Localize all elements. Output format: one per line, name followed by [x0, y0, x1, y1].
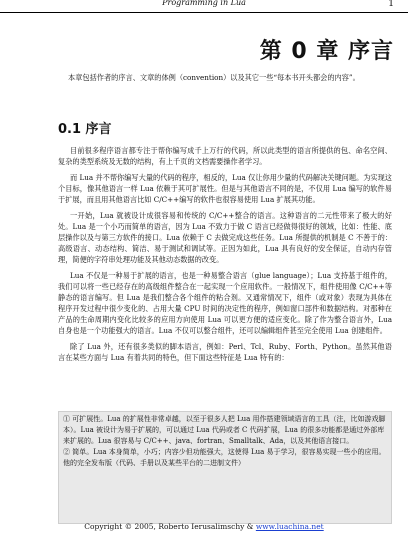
copyright-text: Copyright © 2005, Roberto Ierusalimschy & [84, 522, 256, 531]
paragraph-5: 除了 Lua 外，还有很多类似的脚本语言，例如：Perl、Tcl、Ruby、Forth、Python。虽然其他语言在某些方面与 Lua 有着共同的特色，但下面这些特征是 Lua 特有的： [58, 342, 392, 362]
paragraph-1: 目前很多程序语言都专注于帮你编写成千上万行的代码，所以此类型的语言所提供的包、命名空间、复杂的类型系统及无数的结构，有上千页的文档需要操作者学习。 [58, 146, 392, 166]
paragraph-4: Lua 不仅是一种易于扩展的语言，也是一种易整合语言（glue language）；Lua 支持基于组件的，我们可以将一些已经存在的高级组件整合在一起实现一个应用软件。一般情况下，组件使用像 C/C++等静态的语言编写。但 Lua 是我们整合各个组件的粘合剂。又通常情况下，组件（或对象）表现为具体在程序开发过程中很少变化的、占用大量 CPU 时间的决定性的程序，例如窗口部件和数据结构。对那种在产品的生命周期内变化比较多的应用方向使用 Lua 可以更方便的适应变化。除了作为整合语言外，Lua 自身也是一个功能强大的语言。Lua 不仅可以整合组件，还可以编辑组件甚至完全使用 Lua 创建组件。 [58, 271, 392, 335]
page-number: 1 [388, 0, 394, 9]
chapter-title: 第 0 章 序言 [259, 39, 394, 64]
feature-extensibility: ① 可扩展性。Lua 的扩展性非常卓越，以至于很多人把 Lua 用作搭建领域语言的工具（注，比如游戏脚本）。Lua 被设计为易于扩展的，可以通过 Lua 代码或者 C 代码扩展，Lua 的很多功能都是通过外部库来扩展的。Lua 很容易与 C/C++、java、fortran、Smalltalk、Ada，以及其他语言接口。 [63, 415, 386, 445]
chapter-intro: 本章包括作者的序言、文章的体例（convention）以及其它一些“每本书开头都会的内容”。 [68, 73, 360, 82]
paragraph-2: 而 Lua 并不帮你编写大量的代码的程序，相反的，Lua 仅让你用少量的代码解决关键问题。为实现这个目标，像其他语言一样 Lua 依赖于其可扩展性。但是与其他语言不同的是，不仅用 Lua 编写的软件易于扩展，而且用其他语言比如 C/C++编写的软件也很容易使用 Lua 扩展其功能。 [58, 173, 392, 204]
page-footer [0, 522, 408, 531]
page-header [0, 0, 408, 13]
footer-link[interactable]: www.luachina.net [255, 522, 324, 531]
section-heading: 0.1 序言 [58, 122, 112, 137]
feature-box [58, 411, 392, 524]
paragraph-3: 一开始，Lua 就被设计成很容易和传统的 C/C++整合的语言。这种语言的二元性带来了极大的好处。Lua 是一个小巧而简单的语言，因为 Lua 不致力于做 C 语言已经做得很好的领域，比如：性能、底层操作以及与第三方软件的接口。Lua 依赖于 C 去做完成这些任务。Lua 所提供的机制是 C 不善于的：高级语言、动态结构、简洁、易于测试和调试等。正因为如此，Lua 具有良好的安全保证，自动内存管理，简便的字符串处理功能及其他动态数据的改变。 [58, 211, 392, 264]
feature-simplicity: ② 简单。Lua 本身简单，小巧；内容少但功能强大，这使得 Lua 易于学习，很容易实现一些小的应用。他的完全发布版（代码、手册以及某些平台的二进制文件） [63, 448, 386, 467]
body-text [58, 145, 392, 368]
running-title: Programming in Lua [162, 0, 246, 7]
